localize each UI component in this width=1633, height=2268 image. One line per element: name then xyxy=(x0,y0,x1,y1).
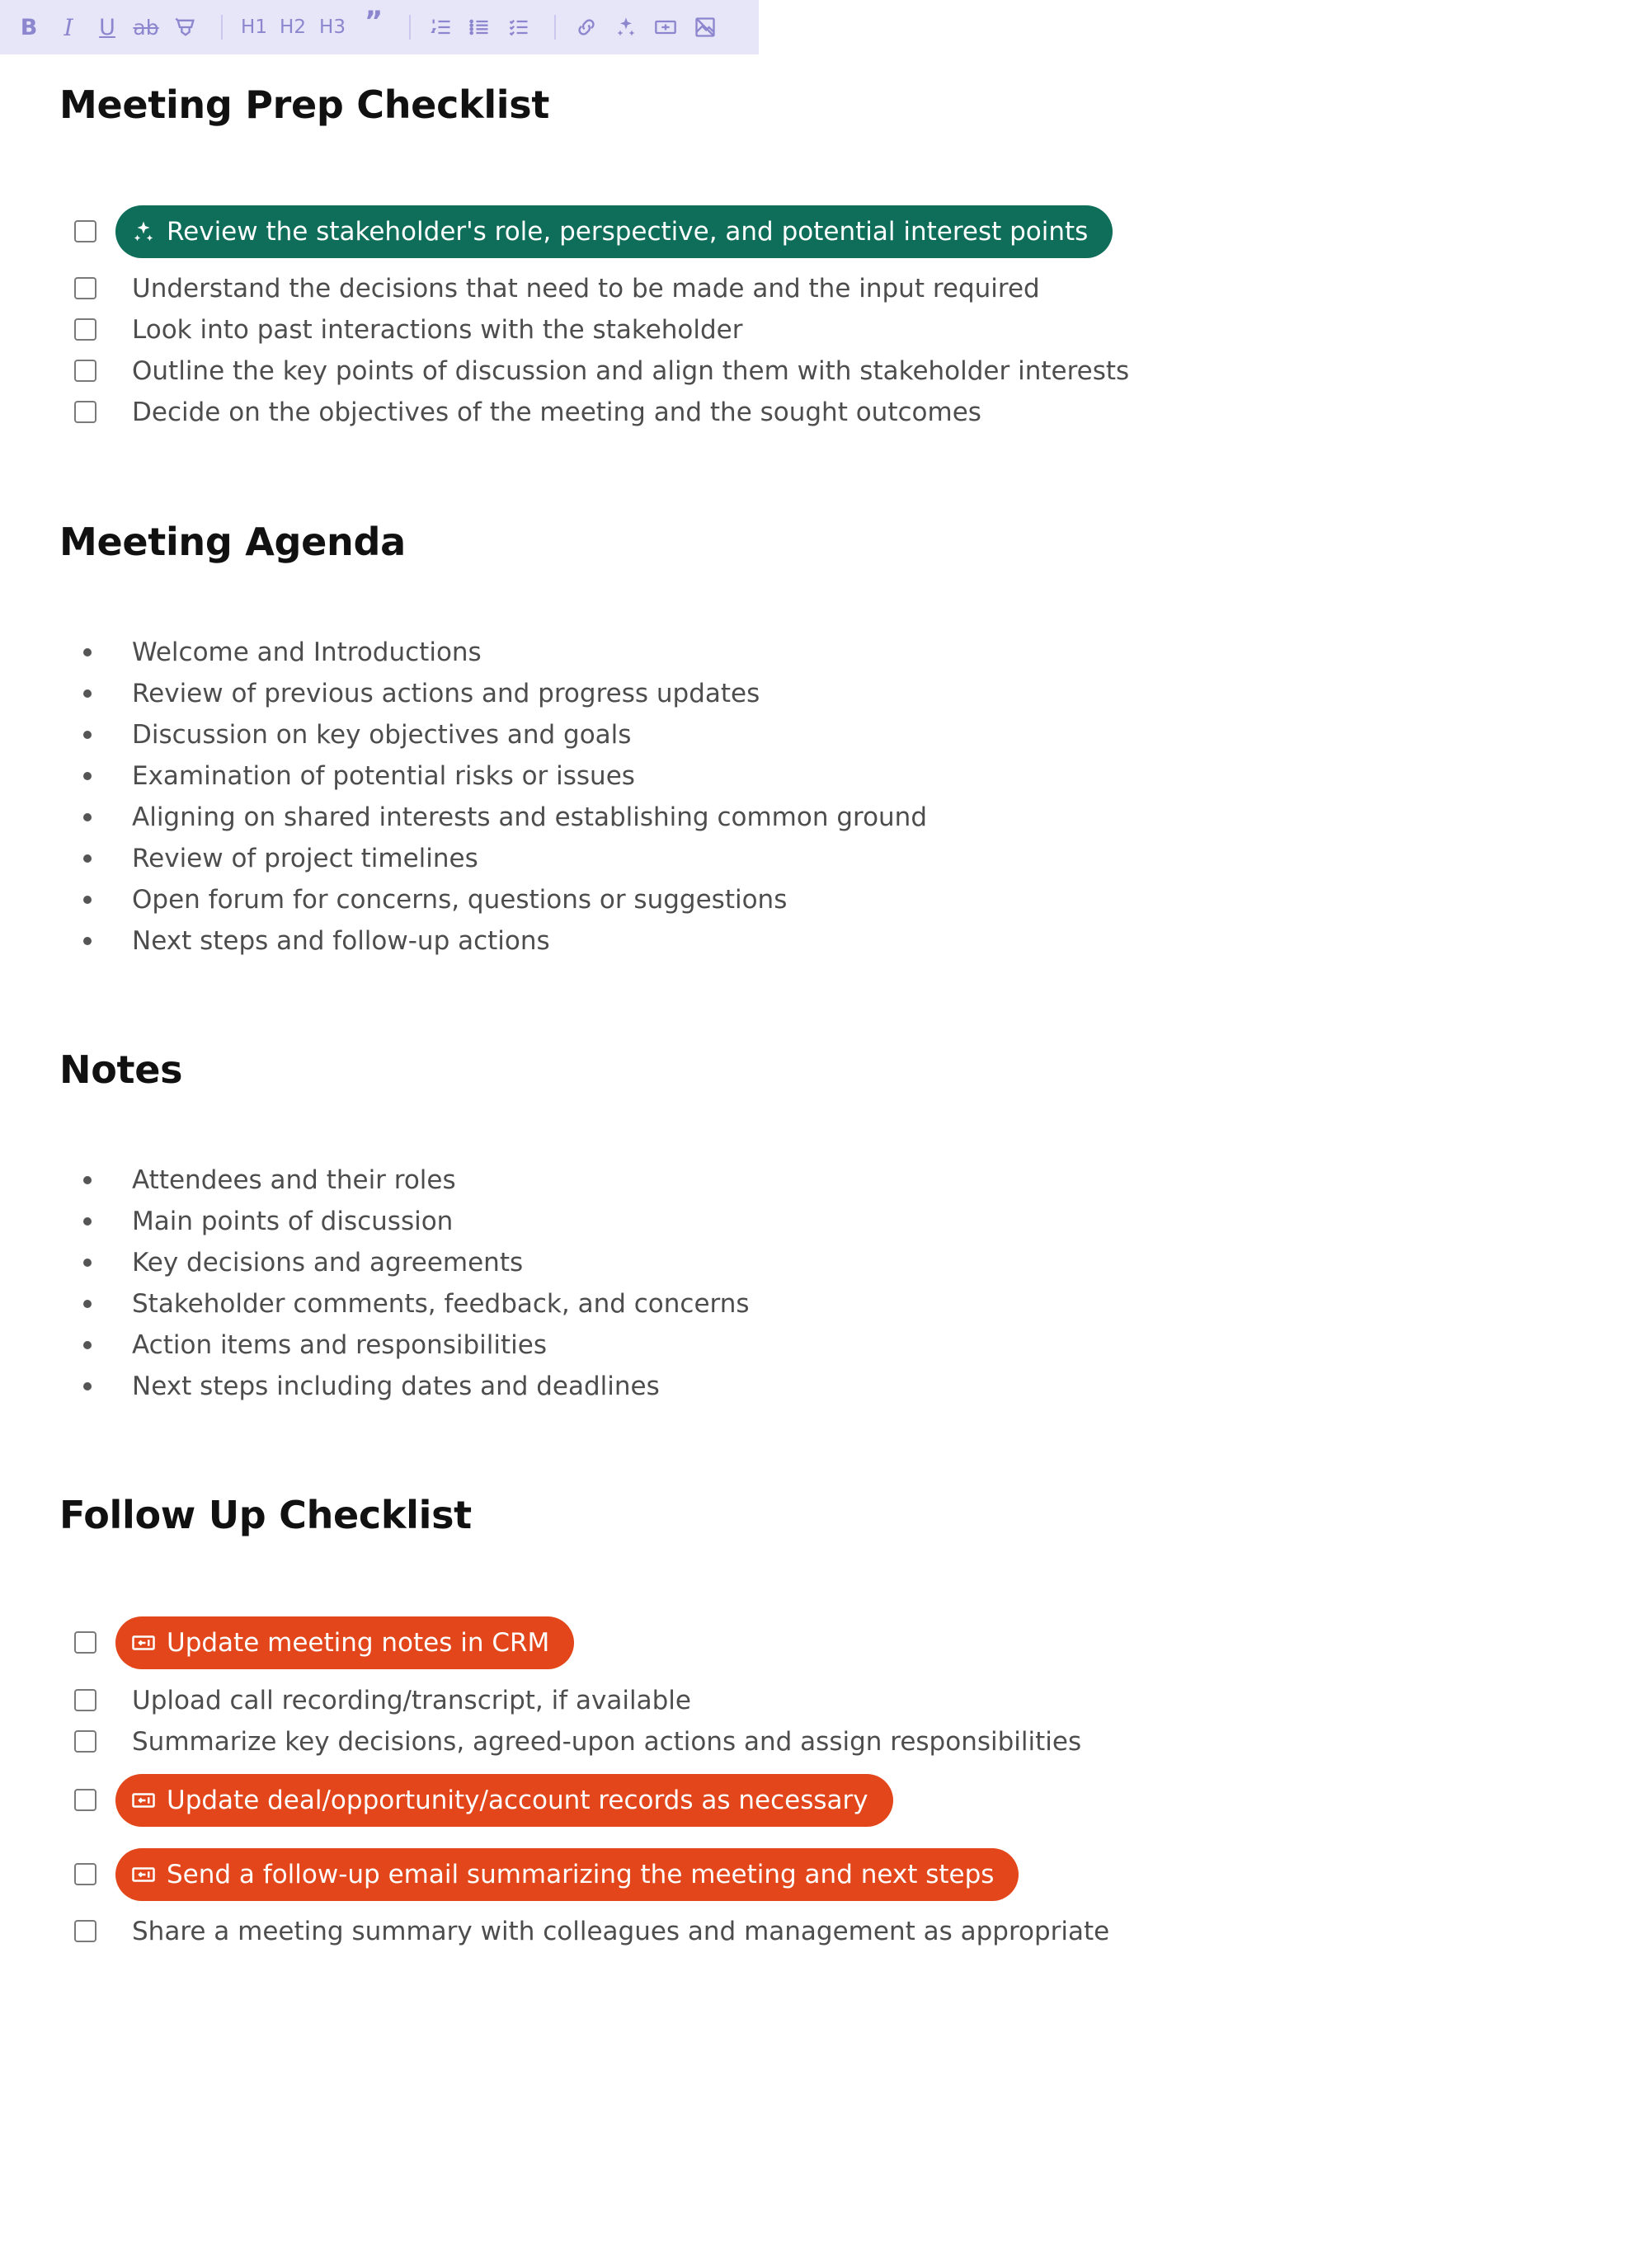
insert-field-icon xyxy=(130,1630,157,1656)
checkbox[interactable] xyxy=(74,1920,96,1942)
bullet xyxy=(83,648,92,656)
checklist-item-text: Decide on the objectives of the meeting and the sought outcomes xyxy=(132,398,981,427)
bullet xyxy=(83,813,92,821)
strikethrough-button[interactable] xyxy=(132,11,160,44)
heading-2-button[interactable] xyxy=(278,11,308,44)
underline-icon: U xyxy=(99,14,115,40)
list-item-text: Discussion on key objectives and goals xyxy=(132,720,632,750)
bullet xyxy=(83,1300,92,1308)
strikethrough-icon: ab xyxy=(133,15,159,40)
checkbox[interactable] xyxy=(74,401,96,423)
checklist-item-text: Share a meeting summary with colleagues and management as appropriate xyxy=(132,1917,1110,1946)
checkbox[interactable] xyxy=(74,360,96,382)
bullet-list-icon xyxy=(468,16,491,39)
checkbox[interactable] xyxy=(74,1689,96,1711)
toolbar-divider xyxy=(554,15,556,40)
h1-label: H1 xyxy=(241,16,267,38)
checklist-item-text: Upload call recording/transcript, if available xyxy=(132,1686,691,1715)
section-title-followup: Follow Up Checklist xyxy=(59,1493,472,1537)
bullet xyxy=(83,731,92,739)
bullet xyxy=(83,854,92,863)
link-button[interactable] xyxy=(572,11,600,44)
section-title-prep: Meeting Prep Checklist xyxy=(59,82,550,127)
checklist-item-text: Look into past interactions with the stakeholder xyxy=(132,315,743,345)
bullet xyxy=(83,772,92,780)
insert-field-icon xyxy=(130,1787,157,1814)
bullet xyxy=(83,1382,92,1390)
checkbox[interactable] xyxy=(74,1631,96,1654)
list-item-text: Open forum for concerns, questions or suggestions xyxy=(132,885,788,915)
list-item-text: Key decisions and agreements xyxy=(132,1248,524,1278)
list-item-text: Next steps including dates and deadlines xyxy=(132,1372,660,1401)
pill-label: Review the stakeholder's role, perspective, and potential interest points xyxy=(167,217,1089,247)
bullet xyxy=(83,1217,92,1226)
toolbar-divider xyxy=(409,15,411,40)
insert-field-icon xyxy=(654,16,677,39)
checkbox[interactable] xyxy=(74,277,96,299)
pill-label: Update deal/opportunity/account records as necessary xyxy=(167,1786,868,1815)
sparkle-icon xyxy=(614,16,638,39)
sparkle-icon xyxy=(130,219,157,245)
ai-suggestion-pill[interactable] xyxy=(115,205,1113,258)
formatting-toolbar xyxy=(0,0,759,54)
insert-image-button[interactable] xyxy=(691,11,719,44)
bullet-list-button[interactable] xyxy=(465,11,493,44)
bullet xyxy=(83,689,92,698)
pill-label: Send a follow-up email summarizing the meeting and next steps xyxy=(167,1860,995,1889)
underline-button[interactable] xyxy=(96,11,119,44)
italic-icon: I xyxy=(64,13,73,41)
bold-button[interactable] xyxy=(18,11,40,44)
pill-label: Update meeting notes in CRM xyxy=(167,1628,550,1658)
bullet xyxy=(83,937,92,945)
list-item-text: Welcome and Introductions xyxy=(132,638,482,667)
list-item-text: Aligning on shared interests and establishing common ground xyxy=(132,802,928,832)
list-item-text: Next steps and follow-up actions xyxy=(132,926,550,956)
bullet xyxy=(83,896,92,904)
heading-3-button[interactable] xyxy=(318,11,347,44)
ai-assist-button[interactable] xyxy=(612,11,640,44)
list-item-text: Review of previous actions and progress updates xyxy=(132,679,760,708)
checklist-button[interactable] xyxy=(505,11,533,44)
quote-button[interactable] xyxy=(363,5,384,38)
heading-1-button[interactable] xyxy=(239,11,269,44)
checklist-item-text: Outline the key points of discussion and align them with stakeholder interests xyxy=(132,356,1130,386)
list-item-text: Examination of potential risks or issues xyxy=(132,761,635,791)
section-title-agenda: Meeting Agenda xyxy=(59,520,406,564)
list-item-text: Action items and responsibilities xyxy=(132,1330,548,1360)
bullet xyxy=(83,1341,92,1349)
highlighter-icon xyxy=(174,16,197,39)
toolbar-divider xyxy=(221,15,223,40)
checklist-item-text: Understand the decisions that need to be made and the input required xyxy=(132,274,1040,303)
checkbox[interactable] xyxy=(74,318,96,341)
crm-action-pill[interactable] xyxy=(115,1848,1019,1901)
italic-button[interactable] xyxy=(58,11,79,44)
bullet xyxy=(83,1259,92,1267)
image-icon xyxy=(694,16,717,39)
list-item-text: Stakeholder comments, feedback, and concerns xyxy=(132,1289,750,1319)
list-item-text: Main points of discussion xyxy=(132,1207,454,1236)
list-item-text: Review of project timelines xyxy=(132,844,478,873)
checkbox[interactable] xyxy=(74,1789,96,1811)
insert-action-button[interactable] xyxy=(652,11,680,44)
checklist-icon xyxy=(507,16,530,39)
list-item-text: Attendees and their roles xyxy=(132,1165,456,1195)
h2-label: H2 xyxy=(280,16,306,38)
section-title-notes: Notes xyxy=(59,1047,183,1092)
checkbox[interactable] xyxy=(74,1730,96,1753)
crm-action-pill[interactable] xyxy=(115,1774,893,1827)
ordered-list-button[interactable] xyxy=(427,11,455,44)
quote-icon: ” xyxy=(364,5,384,38)
bold-icon: B xyxy=(20,14,38,40)
insert-field-icon xyxy=(130,1861,157,1888)
checkbox[interactable] xyxy=(74,1863,96,1885)
bullet xyxy=(83,1176,92,1184)
link-icon xyxy=(575,16,598,39)
h3-label: H3 xyxy=(319,16,346,38)
crm-action-pill[interactable] xyxy=(115,1616,574,1669)
checklist-item-text: Summarize key decisions, agreed-upon actions and assign responsibilities xyxy=(132,1727,1082,1757)
checkbox[interactable] xyxy=(74,220,96,242)
highlight-button[interactable] xyxy=(172,11,200,44)
ordered-list-icon xyxy=(430,16,453,39)
